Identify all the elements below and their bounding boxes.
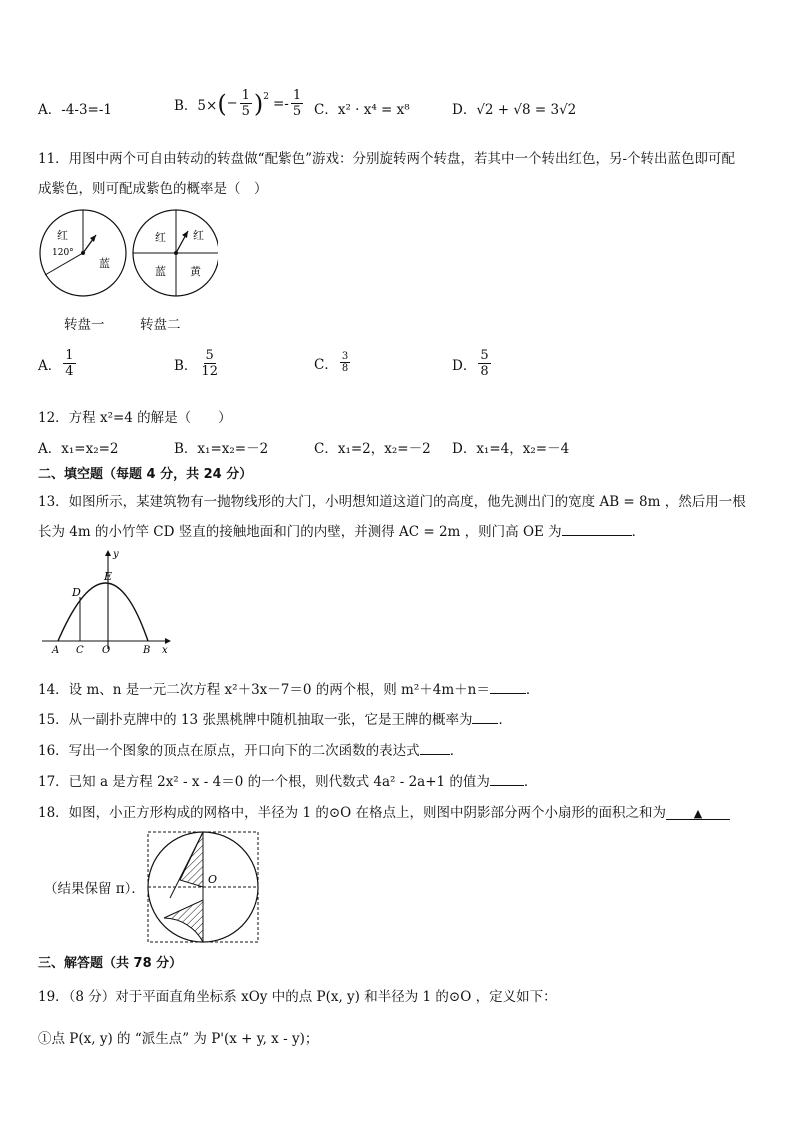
q12-option-d: D．x₁=4，x₂=－4 bbox=[452, 441, 570, 457]
q11-stem-line2: 成紫色，则可配成紫色的概率是（ ） bbox=[38, 181, 268, 197]
fig13-E-label: E bbox=[104, 570, 113, 583]
spinner2-tl-label: 红 bbox=[155, 231, 166, 244]
q10-b-result: $\frac{1}{5}$ bbox=[292, 88, 302, 119]
fig13-C-label: C bbox=[76, 645, 84, 656]
q10-option-d: D．√2 + √8 = 3√2 bbox=[452, 102, 577, 118]
fig13-x-label: x bbox=[162, 645, 168, 656]
spinner-one bbox=[40, 210, 126, 296]
q13-stem-line1: 13．如图所示，某建筑物有一抛物线形的大门，小明想知道这道门的高度，他先测出门的宽度 AB = 8m ，然后用一根 bbox=[38, 494, 746, 510]
q12-option-b: B．x₁=x₂=－2 bbox=[174, 441, 269, 457]
section-3-heading: 三、解答题（共 78 分） bbox=[38, 956, 183, 971]
fig13-B-label: B bbox=[143, 645, 151, 656]
q10-option-b: B．5× ( − $\frac{1}{5}$ ) 2 =- $\frac{1}{5}$ bbox=[174, 88, 302, 119]
spinner-two bbox=[133, 210, 218, 296]
q19-stem-line2: ①点 P(x, y) 的 “派生点” 为 P'(x + y, x - y)； bbox=[38, 1031, 319, 1047]
left-paren: ( bbox=[217, 89, 227, 118]
fig13-y-label: y bbox=[113, 549, 119, 560]
q13-stem-line2: 长为 4m 的小竹竿 CD 竖直的接触地面和门的内壁，并测得 AC = 2m ，则门高 OE 为 ． bbox=[38, 524, 646, 540]
q10-option-a: A．-4-3=-1 bbox=[38, 102, 113, 118]
q16-answer-blank bbox=[420, 742, 450, 755]
q11-option-c: C． $\frac{3}{8}$ bbox=[314, 351, 349, 374]
q17-answer-blank bbox=[490, 773, 524, 786]
spinner2-bl-label: 蓝 bbox=[155, 265, 166, 278]
q13-answer-blank bbox=[562, 523, 632, 536]
q17-stem: 17．已知 a 是方程 2x² - x - 4＝0 的一个根，则代数式 4a² - 2a+1 的值为 ． bbox=[38, 774, 538, 790]
q15-stem: 15．从一副扑克牌中的 13 张黑桃牌中随机抽取一张，它是王牌的概率为 ． bbox=[38, 712, 512, 728]
spinner-figures bbox=[38, 205, 218, 303]
q10-b-fraction: $\frac{1}{5}$ bbox=[241, 88, 250, 119]
q19-stem-line1: 19．（8 分）对于平面直角坐标系 xOy 中的点 P(x, y) 和半径为 1 的⊙O ，定义如下： bbox=[38, 989, 557, 1005]
fig13-D-label: D bbox=[72, 586, 81, 599]
q10-option-c: C．x² · x⁴ = x⁸ bbox=[314, 102, 410, 118]
q10-option-b-eq: =- bbox=[273, 95, 289, 112]
fig13-A-label: A bbox=[52, 645, 60, 656]
q10-option-b-prefix: B．5× bbox=[174, 97, 218, 114]
q11-option-a: A． $\frac{1}{4}$ bbox=[38, 348, 74, 379]
section-2-heading: 二、填空题（每题 4 分，共 24 分） bbox=[38, 467, 253, 482]
spinner1-caption: 转盘一 bbox=[64, 317, 105, 333]
q11-stem-line1: 11．用图中两个可自由转动的转盘做“配紫色”游戏：分别旋转两个转盘，若其中一个转出红色，另-个转出蓝色即可配 bbox=[38, 151, 736, 167]
q14-stem: 14．设 m、n 是一元二次方程 x²＋3x－7＝0 的两个根，则 m²＋4m＋n＝ ． bbox=[38, 682, 540, 698]
spinner1-blue-label: 蓝 bbox=[99, 257, 110, 270]
q15-answer-blank bbox=[472, 711, 498, 724]
spinner2-br-label: 黄 bbox=[190, 265, 201, 278]
q16-stem: 16．写出一个图象的顶点在原点，开口向下的二次函数的表达式 ． bbox=[38, 743, 464, 759]
right-paren: ) bbox=[253, 89, 264, 118]
q14-answer-blank bbox=[490, 681, 526, 694]
q18-answer-blank: ▲ bbox=[666, 807, 730, 820]
parabola-gate-figure bbox=[40, 546, 174, 656]
q12-option-c: C．x₁=2，x₂=－2 bbox=[314, 441, 431, 457]
circle-grid-figure bbox=[140, 830, 270, 944]
spinner1-angle-label: 120° bbox=[52, 248, 74, 258]
q18-note: （结果保留 π）． bbox=[44, 881, 145, 897]
spinner2-caption: 转盘二 bbox=[140, 317, 181, 333]
fig18-O-label: O bbox=[208, 873, 218, 886]
spinner1-red-label: 红 bbox=[57, 229, 68, 242]
q12-stem: 12．方程 x²=4 的解是（ ） bbox=[38, 410, 232, 426]
q12-option-a: A．x₁=x₂=2 bbox=[38, 441, 119, 457]
fig13-O-label: O bbox=[102, 645, 111, 656]
q11-option-b: B． $\frac{5}{12}$ bbox=[174, 348, 218, 379]
q11-option-d: D． $\frac{5}{8}$ bbox=[452, 348, 489, 379]
spinner2-tr-label: 红 bbox=[193, 229, 204, 242]
q18-stem: 18．如图，小正方形构成的网格中，半径为 1 的⊙O 在格点上，则图中阴影部分两个小扇形的面积之和为 ▲ bbox=[38, 801, 730, 821]
